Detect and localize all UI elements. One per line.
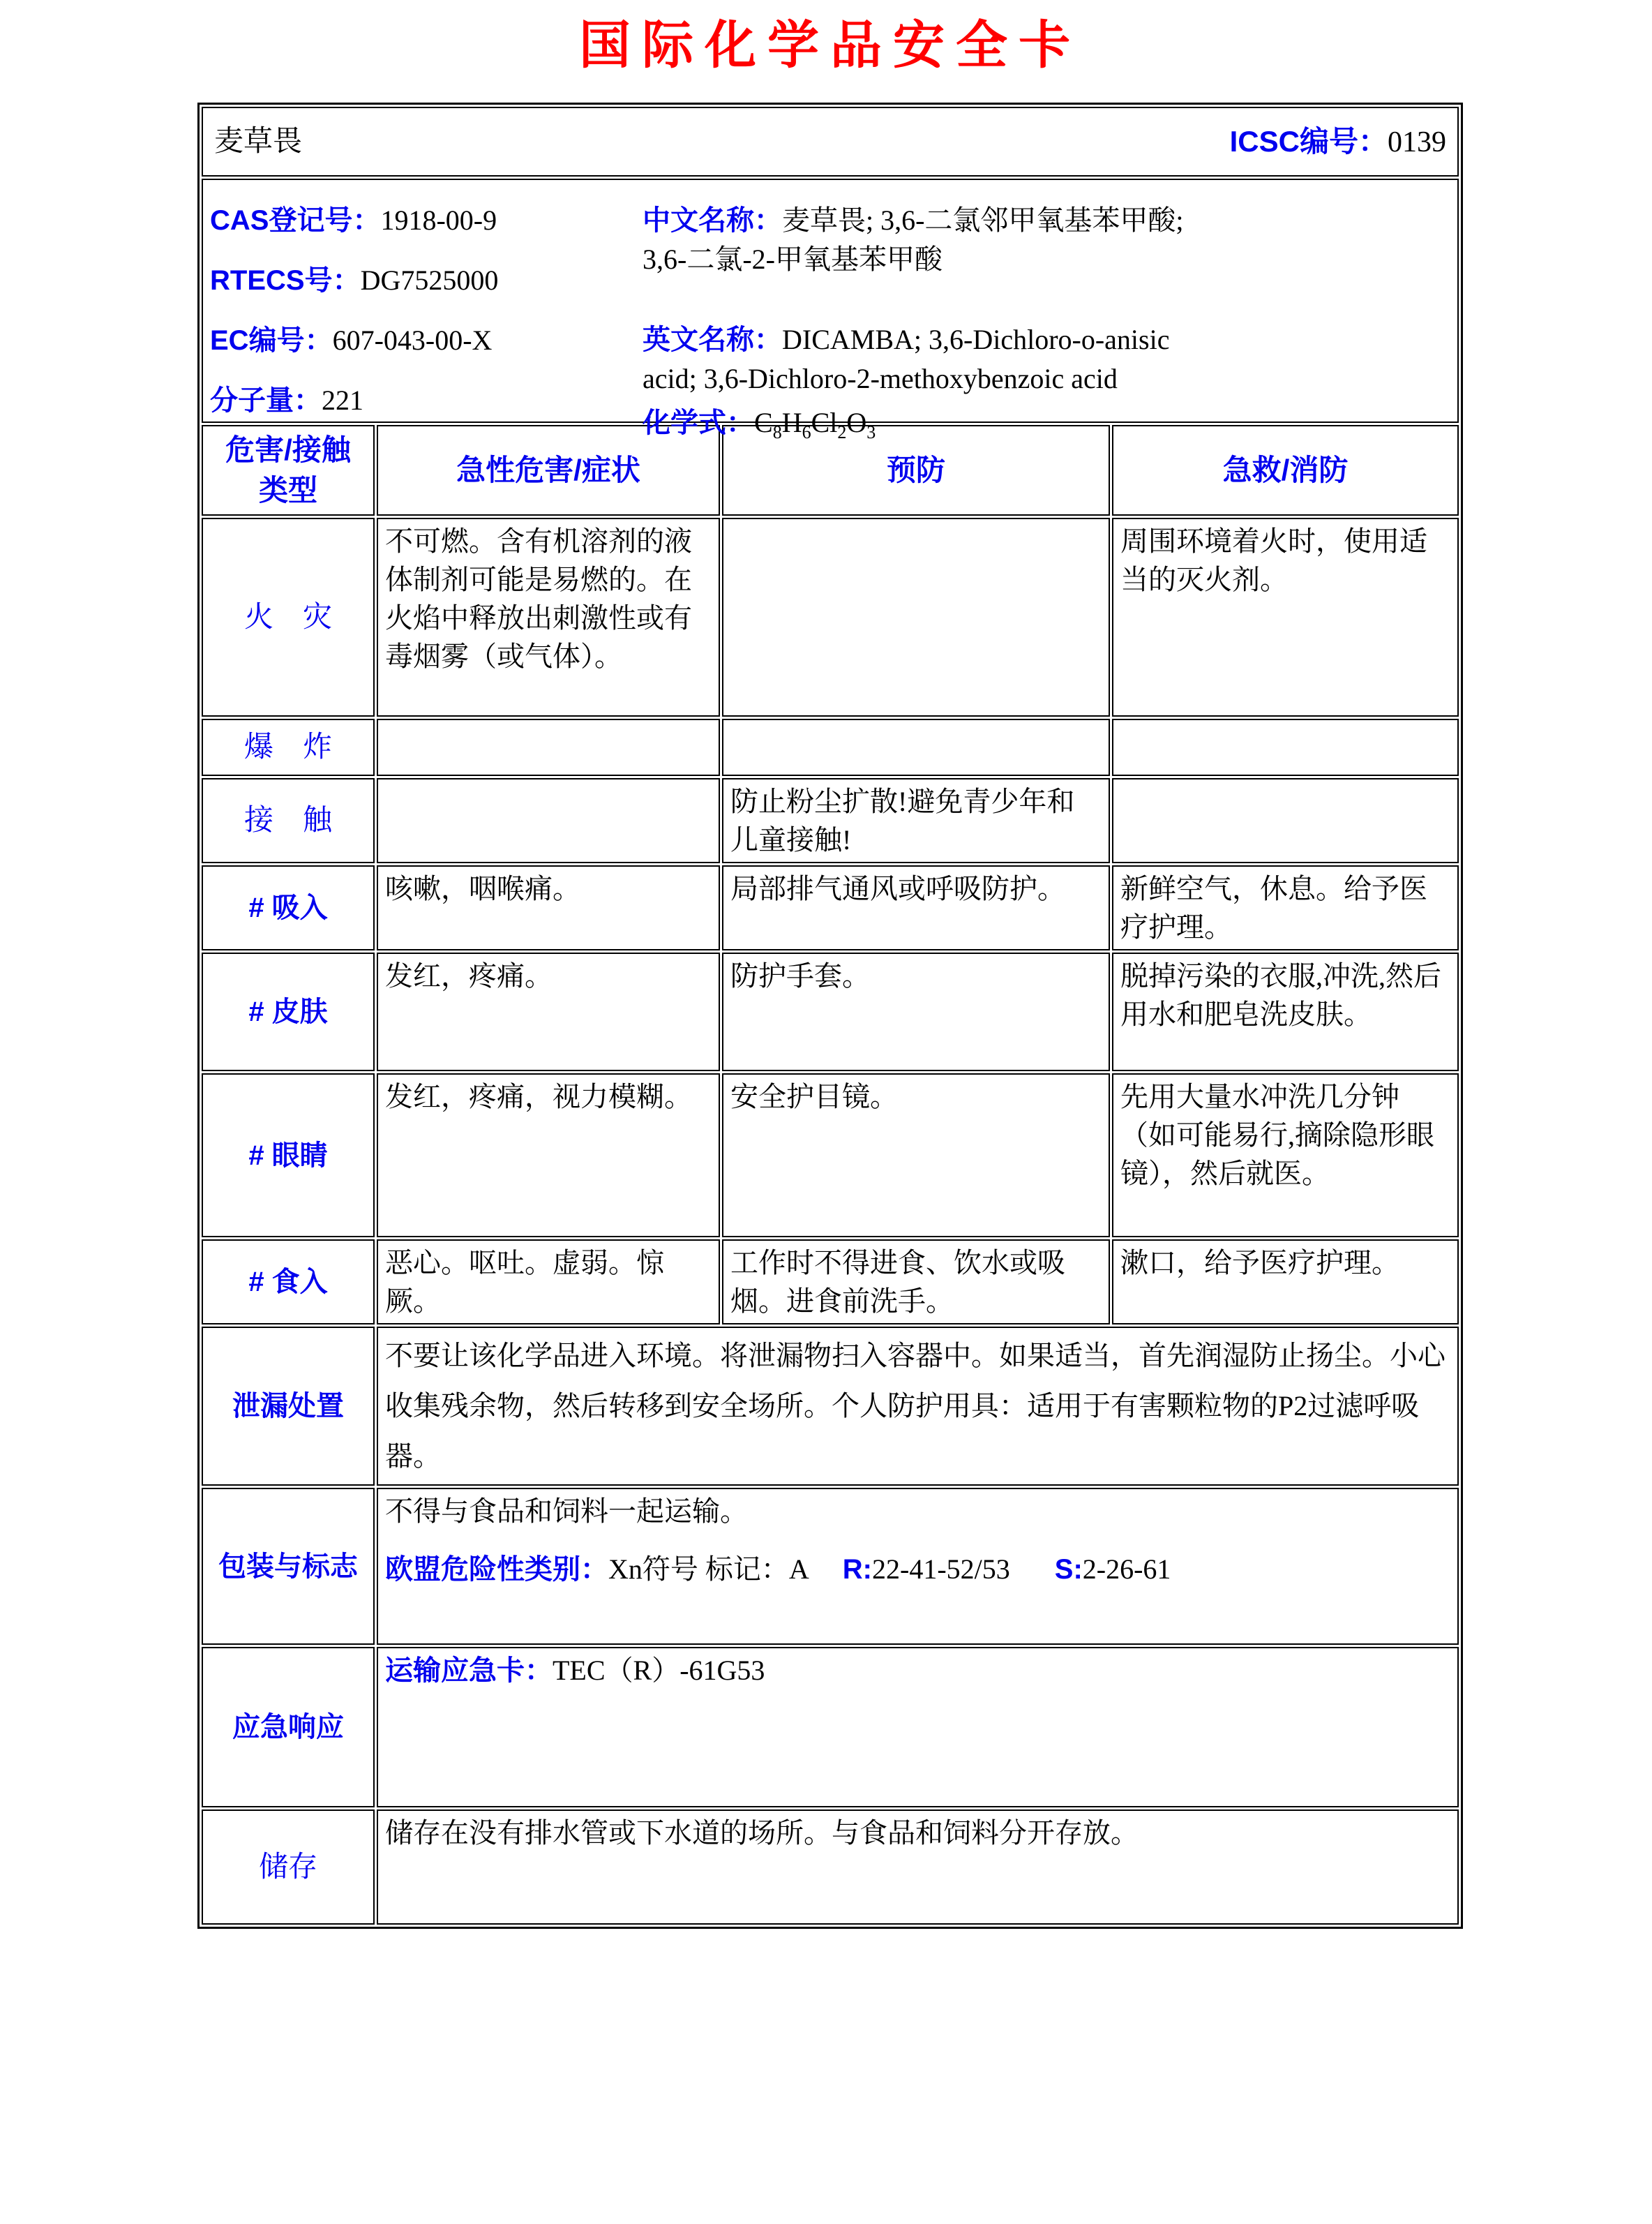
chinese-name-label: 中文名称： (643, 205, 782, 236)
eyes-row (202, 1073, 1459, 1237)
packaging-content-cell (377, 1488, 1459, 1645)
identification-row (202, 179, 1459, 423)
storage-content-cell: 储存在没有排水管或下水道的场所。与食品和饲料分开存放。 (377, 1809, 1459, 1925)
icsc-number-group (1230, 122, 1446, 162)
chinese-name-line1: 麦草畏; 3,6-二氯邻甲氧基苯甲酸; (782, 204, 1184, 236)
cas-number-label: CAS登记号： (210, 205, 381, 236)
chemical-formula-value: $C_8H_6Cl_2O_3$ (754, 407, 876, 442)
rtecs-number-line (210, 261, 643, 300)
explosion-prevention-cell (722, 719, 1110, 776)
ingestion-symptoms-cell: 恶心。呕吐。虚弱。惊厥。 (377, 1239, 720, 1324)
packaging-transport-note: 不得与食品和饲料一起运输。 (385, 1495, 748, 1527)
exposure-first-aid-cell (1112, 778, 1459, 863)
exposure-symptoms-cell (377, 778, 720, 863)
storage-row-label: 储存 (202, 1809, 375, 1925)
ingestion-row (202, 1239, 1459, 1324)
s-phrases-value: 2-26-61 (1082, 1553, 1171, 1585)
inhalation-prevention-cell: 局部排气通风或呼吸防护。 (722, 865, 1110, 950)
exposure-prevention-cell: 防止粉尘扩散!避免青少年和儿童接触! (722, 778, 1110, 863)
registry-numbers-block (210, 183, 643, 419)
inhalation-row-label: # 吸入 (202, 865, 375, 950)
english-name-line1: DICAMBA; 3,6-Dichloro-o-anisic (782, 324, 1170, 355)
skin-prevention-cell: 防护手套。 (722, 953, 1110, 1071)
chemical-formula-block (643, 403, 1450, 442)
ingestion-row-label: # 食入 (202, 1239, 375, 1324)
spillage-row (202, 1327, 1459, 1486)
identification-cell (202, 179, 1459, 442)
icsc-number-value: 0139 (1388, 126, 1446, 158)
header-hazard-exposure-type: 危害/接触 类型 (202, 425, 375, 516)
eu-classification-line (385, 1550, 1450, 1589)
english-name-line2: acid; 3,6-Dichloro-2-methoxybenzoic acid (643, 363, 1118, 394)
exposure-row (202, 778, 1459, 863)
packaging-row (202, 1488, 1459, 1645)
transport-emergency-card-label: 运输应急卡： (385, 1655, 553, 1686)
molecular-weight-label: 分子量： (210, 385, 322, 416)
skin-first-aid-cell: 脱掉污染的衣服,冲洗,然后用水和肥皂洗皮肤。 (1112, 953, 1459, 1071)
english-name-block (643, 320, 1450, 398)
eu-classification-label: 欧盟危险性类别： (385, 1554, 608, 1585)
icsc-number-label: ICSC编号： (1229, 124, 1388, 158)
substance-name: 麦草畏 (214, 125, 303, 158)
r-phrases-label: R: (842, 1554, 872, 1585)
r-phrases-value: 22-41-52/53 (872, 1553, 1010, 1585)
eyes-prevention-cell: 安全护目镜。 (722, 1073, 1110, 1237)
skin-symptoms-cell: 发红，疼痛。 (377, 953, 720, 1071)
fire-row (202, 518, 1459, 717)
emergency-response-content-cell (377, 1647, 1459, 1807)
storage-row (202, 1809, 1459, 1925)
icsc-card-table (197, 103, 1463, 1929)
ec-number-value: 607-043-00-X (332, 324, 493, 356)
header-first-aid-fire-fighting: 急救/消防 (1112, 425, 1459, 516)
packaging-row-label: 包装与标志 (202, 1488, 375, 1645)
ingestion-prevention-cell: 工作时不得进食、饮水或吸烟。进食前洗手。 (722, 1239, 1110, 1324)
eyes-first-aid-cell: 先用大量水冲洗几分钟（如可能易行,摘除隐形眼镜），然后就医。 (1112, 1073, 1459, 1237)
fire-prevention-cell (722, 518, 1110, 717)
page-title: 国际化学品安全卡 (579, 16, 1081, 74)
cas-number-value: 1918-00-9 (380, 204, 497, 236)
ec-number-line (210, 321, 643, 360)
explosion-row (202, 719, 1459, 776)
eyes-symptoms-cell: 发红，疼痛，视力模糊。 (377, 1073, 720, 1237)
molecular-weight-line (210, 381, 643, 420)
chemical-formula-label: 化学式： (643, 408, 754, 438)
explosion-symptoms-cell (377, 719, 720, 776)
ingestion-first-aid-cell: 漱口，给予医疗护理。 (1112, 1239, 1459, 1324)
eu-classification-text: Xn符号 标记：A (608, 1553, 809, 1585)
inhalation-symptoms-cell: 咳嗽，咽喉痛。 (377, 865, 720, 950)
explosion-first-aid-cell (1112, 719, 1459, 776)
explosion-row-label: 爆 炸 (202, 719, 375, 776)
header-acute-hazards: 急性危害/症状 (377, 425, 720, 516)
spillage-content-cell: 不要让该化学品进入环境。将泄漏物扫入容器中。如果适当，首先润湿防止扬尘。小心收集残余物，然后转移到安全场所。个人防护用具：适用于有害颗粒物的P2过滤呼吸器。 (377, 1327, 1459, 1486)
rtecs-number-label: RTECS号： (210, 265, 361, 296)
s-phrases-label: S: (1054, 1554, 1083, 1585)
substance-header-row (202, 107, 1459, 177)
inhalation-row (202, 865, 1459, 950)
ec-number-label: EC编号： (210, 325, 333, 356)
chinese-name-line2: 3,6-二氯-2-甲氧基苯甲酸 (643, 244, 943, 275)
transport-emergency-card-value: TEC（R）-61G53 (553, 1655, 765, 1686)
chinese-name-block (643, 201, 1450, 278)
rtecs-number-value: DG7525000 (360, 264, 499, 296)
fire-row-label: 火 灾 (202, 518, 375, 717)
skin-row (202, 953, 1459, 1071)
molecular-weight-value: 221 (322, 385, 363, 416)
header-prevention: 预防 (722, 425, 1110, 516)
fire-symptoms-cell: 不可燃。含有机溶剂的液体制剂可能是易燃的。在火焰中释放出刺激性或有毒烟雾（或气体）。 (377, 518, 720, 717)
substance-header-cell (202, 107, 1459, 177)
eyes-row-label: # 眼睛 (202, 1073, 375, 1237)
emergency-response-row-label: 应急响应 (202, 1647, 375, 1807)
spillage-row-label: 泄漏处置 (202, 1327, 375, 1486)
english-name-label: 英文名称： (643, 324, 782, 355)
inhalation-first-aid-cell: 新鲜空气，休息。给予医疗护理。 (1112, 865, 1459, 950)
emergency-response-row (202, 1647, 1459, 1807)
exposure-row-label: 接 触 (202, 778, 375, 863)
skin-row-label: # 皮肤 (202, 953, 375, 1071)
fire-first-aid-cell: 周围环境着火时，使用适当的灭火剂。 (1112, 518, 1459, 717)
cas-number-line (210, 201, 643, 240)
names-block (643, 183, 1450, 442)
